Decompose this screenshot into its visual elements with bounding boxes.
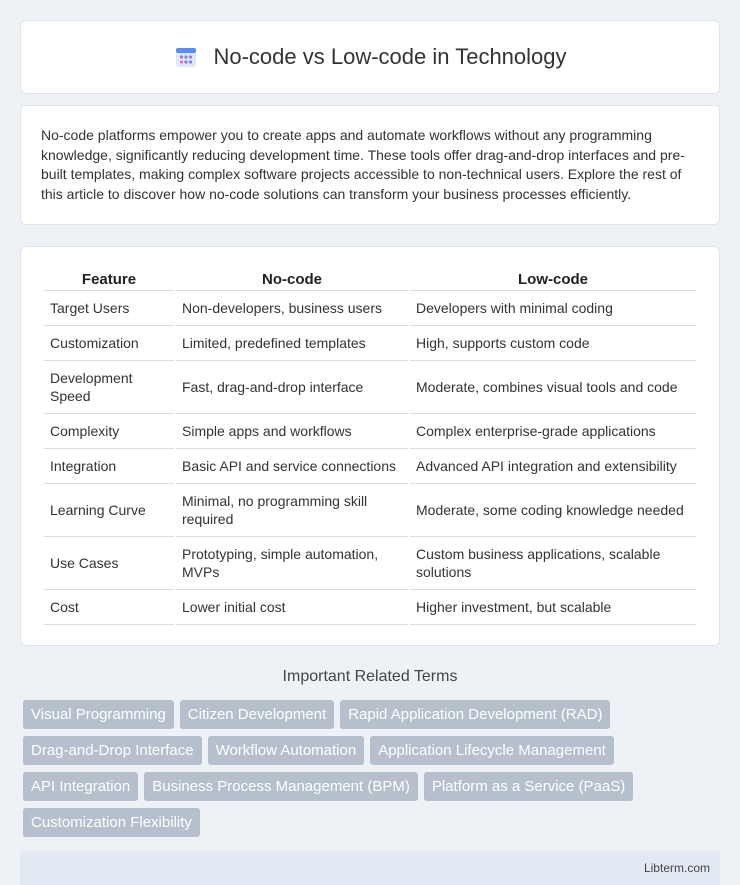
- related-term-tag[interactable]: Workflow Automation: [208, 736, 365, 765]
- no-code-cell: Limited, predefined templates: [176, 326, 408, 361]
- related-terms-title: Important Related Terms: [282, 668, 458, 685]
- related-term-tag[interactable]: Citizen Development: [180, 700, 334, 729]
- no-code-cell: Lower initial cost: [176, 590, 408, 625]
- related-term-tag[interactable]: API Integration: [23, 772, 138, 801]
- feature-cell: Cost: [44, 590, 174, 625]
- intro-card: [20, 105, 720, 225]
- table-row: [44, 414, 696, 449]
- no-code-cell: Basic API and service connections: [176, 449, 408, 484]
- feature-cell: Learning Curve: [44, 484, 174, 537]
- related-term-tag[interactable]: Platform as a Service (PaaS): [424, 772, 633, 801]
- table-row: [44, 484, 696, 537]
- low-code-cell: Advanced API integration and extensibility: [410, 449, 696, 484]
- low-code-cell: Custom business applications, scalable solutions: [410, 537, 696, 590]
- no-code-cell: Minimal, no programming skill required: [176, 484, 408, 537]
- feature-cell: Integration: [44, 449, 174, 484]
- feature-cell: Development Speed: [44, 361, 174, 414]
- low-code-cell: Complex enterprise-grade applications: [410, 414, 696, 449]
- header-no-code: No-code: [176, 269, 408, 291]
- header-low-code: Low-code: [410, 269, 696, 291]
- table-row: [44, 449, 696, 484]
- related-term-tag[interactable]: Business Process Management (BPM): [144, 772, 418, 801]
- related-term-tag[interactable]: Customization Flexibility: [23, 808, 200, 837]
- header-feature: Feature: [44, 269, 174, 291]
- related-terms-list: [20, 700, 720, 837]
- related-term-tag[interactable]: Visual Programming: [23, 700, 174, 729]
- feature-cell: Target Users: [44, 291, 174, 326]
- low-code-cell: Moderate, some coding knowledge needed: [410, 484, 696, 537]
- table-row: [44, 361, 696, 414]
- no-code-cell: Non-developers, business users: [176, 291, 408, 326]
- low-code-cell: Developers with minimal coding: [410, 291, 696, 326]
- low-code-cell: Higher investment, but scalable: [410, 590, 696, 625]
- related-term-tag[interactable]: Rapid Application Development (RAD): [340, 700, 610, 729]
- page-header: [20, 20, 720, 94]
- table-header-row: [44, 269, 696, 291]
- feature-cell: Complexity: [44, 414, 174, 449]
- table-row: [44, 590, 696, 625]
- table-row: [44, 291, 696, 326]
- table-row: [44, 537, 696, 590]
- comparison-table: [42, 269, 698, 625]
- table-row: [44, 326, 696, 361]
- no-code-cell: Prototyping, simple automation, MVPs: [176, 537, 408, 590]
- calendar-grid-icon: [173, 44, 199, 70]
- related-term-tag[interactable]: Drag-and-Drop Interface: [23, 736, 202, 765]
- low-code-cell: Moderate, combines visual tools and code: [410, 361, 696, 414]
- low-code-cell: High, supports custom code: [410, 326, 696, 361]
- feature-cell: Use Cases: [44, 537, 174, 590]
- comparison-table-card: [20, 246, 720, 646]
- page-title: No-code vs Low-code in Technology: [213, 44, 567, 69]
- page-footer: [20, 851, 720, 885]
- no-code-cell: Fast, drag-and-drop interface: [176, 361, 408, 414]
- intro-text: No-code platforms empower you to create apps and automate workflows without any programming knowledge, significantly reducing development time. These tools offer drag-and-drop interfaces and pre-built templates, making complex software projects accessible to non-technical users. Explore the rest of this article to discover how no-code solutions can transform your business processes efficiently.: [41, 127, 685, 202]
- related-term-tag[interactable]: Application Lifecycle Management: [370, 736, 614, 765]
- footer-site-link[interactable]: Libterm.com: [643, 861, 710, 875]
- no-code-cell: Simple apps and workflows: [176, 414, 408, 449]
- feature-cell: Customization: [44, 326, 174, 361]
